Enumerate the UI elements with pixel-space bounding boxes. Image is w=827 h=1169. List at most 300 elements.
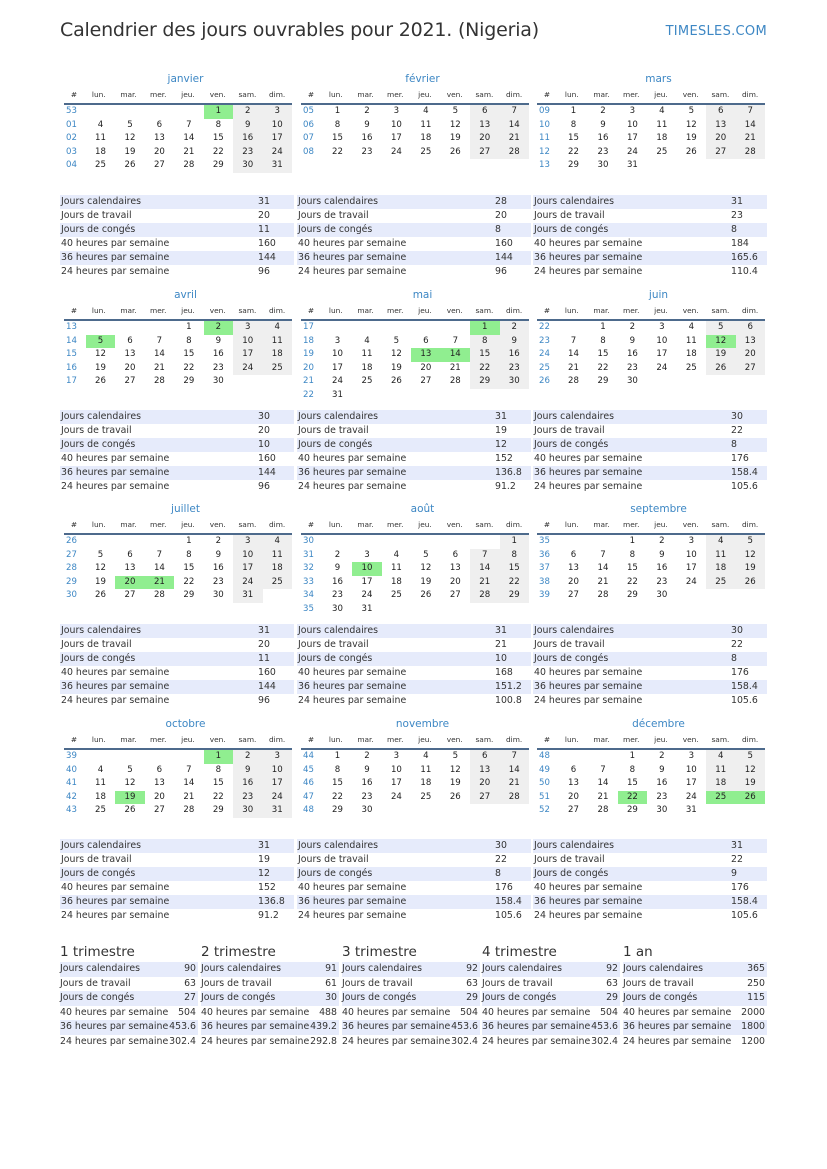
day-cell[interactable]: 15 bbox=[626, 778, 638, 788]
day-cell[interactable]: 30 bbox=[626, 376, 638, 386]
day-cell[interactable]: 30 bbox=[233, 804, 262, 818]
day-cell[interactable]: 23 bbox=[656, 791, 668, 802]
day-cell[interactable]: 13 bbox=[153, 133, 165, 143]
day-cell[interactable]: 1 bbox=[600, 322, 606, 332]
day-cell[interactable]: 3 bbox=[263, 750, 292, 764]
holiday-day-cell[interactable]: 13 bbox=[411, 348, 440, 362]
day-cell[interactable]: 27 bbox=[124, 376, 136, 386]
day-cell[interactable]: 29 bbox=[626, 590, 638, 600]
day-cell[interactable]: 25 bbox=[656, 146, 668, 157]
day-cell[interactable]: 2 bbox=[334, 549, 341, 560]
day-cell[interactable]: 9 bbox=[500, 335, 529, 349]
day-cell[interactable]: 10 bbox=[233, 335, 262, 349]
day-cell[interactable]: 26 bbox=[449, 146, 461, 157]
day-cell[interactable]: 7 bbox=[570, 335, 577, 346]
day-cell[interactable]: 16 bbox=[212, 349, 224, 359]
day-cell[interactable]: 18 bbox=[263, 348, 292, 362]
day-cell[interactable]: 5 bbox=[452, 106, 459, 116]
day-cell[interactable]: 2 bbox=[500, 321, 529, 335]
day-cell[interactable]: 10 bbox=[263, 764, 292, 778]
day-cell[interactable]: 26 bbox=[420, 590, 432, 600]
day-cell[interactable]: 4 bbox=[423, 751, 429, 761]
day-cell[interactable]: 14 bbox=[568, 349, 579, 359]
day-cell[interactable]: 6 bbox=[156, 764, 163, 775]
day-cell[interactable]: 9 bbox=[215, 549, 222, 560]
day-cell[interactable]: 4 bbox=[706, 750, 735, 764]
day-cell[interactable]: 4 bbox=[706, 535, 735, 549]
day-cell[interactable]: 30 bbox=[656, 590, 668, 600]
day-cell[interactable]: 23 bbox=[212, 576, 224, 587]
day-cell[interactable]: 31 bbox=[685, 805, 697, 815]
day-cell[interactable]: 16 bbox=[361, 778, 373, 788]
day-cell[interactable]: 2 bbox=[659, 536, 665, 546]
day-cell[interactable]: 8 bbox=[215, 119, 222, 130]
day-cell[interactable]: 28 bbox=[736, 146, 765, 160]
day-cell[interactable]: 27 bbox=[470, 791, 499, 805]
day-cell[interactable]: 19 bbox=[685, 133, 697, 143]
day-cell[interactable]: 4 bbox=[659, 106, 665, 116]
holiday-day-cell[interactable]: 26 bbox=[736, 791, 765, 805]
day-cell[interactable]: 13 bbox=[449, 563, 461, 573]
day-cell[interactable]: 11 bbox=[685, 335, 697, 346]
day-cell[interactable]: 7 bbox=[186, 764, 192, 775]
day-cell[interactable]: 21 bbox=[470, 576, 499, 590]
day-cell[interactable]: 27 bbox=[124, 590, 136, 600]
day-cell[interactable]: 10 bbox=[332, 349, 343, 359]
day-cell[interactable]: 5 bbox=[736, 750, 765, 764]
day-cell[interactable]: 18 bbox=[95, 146, 106, 157]
day-cell[interactable]: 4 bbox=[263, 321, 292, 335]
day-cell[interactable]: 23 bbox=[500, 362, 529, 376]
day-cell[interactable]: 10 bbox=[390, 764, 402, 775]
day-cell[interactable]: 5 bbox=[423, 549, 429, 560]
day-cell[interactable]: 18 bbox=[685, 349, 697, 359]
holiday-day-cell[interactable]: 19 bbox=[115, 791, 144, 805]
day-cell[interactable]: 22 bbox=[183, 362, 195, 373]
day-cell[interactable]: 14 bbox=[597, 778, 609, 788]
day-cell[interactable]: 9 bbox=[659, 549, 665, 560]
day-cell[interactable]: 11 bbox=[706, 764, 735, 778]
day-cell[interactable]: 27 bbox=[153, 160, 165, 170]
day-cell[interactable]: 29 bbox=[568, 160, 579, 170]
day-cell[interactable]: 19 bbox=[95, 576, 106, 587]
day-cell[interactable]: 17 bbox=[626, 133, 638, 143]
day-cell[interactable]: 15 bbox=[500, 562, 529, 576]
day-cell[interactable]: 26 bbox=[706, 362, 735, 376]
day-cell[interactable]: 29 bbox=[626, 805, 638, 815]
day-cell[interactable]: 8 bbox=[629, 549, 636, 560]
day-cell[interactable]: 20 bbox=[568, 791, 579, 802]
day-cell[interactable]: 28 bbox=[568, 376, 579, 386]
day-cell[interactable]: 3 bbox=[233, 535, 262, 549]
day-cell[interactable]: 30 bbox=[332, 603, 343, 614]
day-cell[interactable]: 6 bbox=[736, 321, 765, 335]
day-cell[interactable]: 21 bbox=[568, 362, 579, 373]
day-cell[interactable]: 15 bbox=[597, 349, 609, 359]
day-cell[interactable]: 19 bbox=[124, 146, 136, 157]
day-cell[interactable]: 11 bbox=[420, 119, 432, 130]
day-cell[interactable]: 31 bbox=[263, 159, 292, 173]
day-cell[interactable]: 12 bbox=[449, 119, 461, 130]
day-cell[interactable]: 27 bbox=[420, 376, 432, 386]
day-cell[interactable]: 7 bbox=[452, 335, 459, 346]
day-cell[interactable]: 28 bbox=[470, 589, 499, 603]
holiday-day-cell[interactable]: 12 bbox=[706, 335, 735, 349]
day-cell[interactable]: 13 bbox=[153, 778, 165, 788]
day-cell[interactable]: 25 bbox=[706, 576, 735, 590]
day-cell[interactable]: 27 bbox=[568, 805, 579, 815]
day-cell[interactable]: 28 bbox=[153, 376, 165, 386]
day-cell[interactable]: 10 bbox=[233, 549, 262, 563]
day-cell[interactable]: 24 bbox=[263, 146, 292, 160]
day-cell[interactable]: 3 bbox=[659, 322, 665, 332]
day-cell[interactable]: 24 bbox=[390, 791, 402, 802]
day-cell[interactable]: 17 bbox=[685, 778, 697, 788]
day-cell[interactable]: 18 bbox=[706, 777, 735, 791]
day-cell[interactable]: 5 bbox=[393, 335, 400, 346]
day-cell[interactable]: 7 bbox=[470, 549, 499, 563]
day-cell[interactable]: 20 bbox=[420, 362, 432, 373]
day-cell[interactable]: 24 bbox=[233, 362, 262, 376]
day-cell[interactable]: 30 bbox=[500, 375, 529, 389]
brand-link[interactable]: TIMESLES.COM bbox=[665, 24, 767, 39]
day-cell[interactable]: 12 bbox=[685, 119, 697, 130]
day-cell[interactable]: 4 bbox=[688, 322, 695, 332]
day-cell[interactable]: 15 bbox=[183, 349, 195, 359]
day-cell[interactable]: 29 bbox=[212, 160, 224, 170]
day-cell[interactable]: 1 bbox=[629, 536, 636, 546]
day-cell[interactable]: 24 bbox=[656, 362, 668, 373]
day-cell[interactable]: 2 bbox=[659, 751, 665, 761]
day-cell[interactable]: 17 bbox=[263, 132, 292, 146]
day-cell[interactable]: 3 bbox=[334, 335, 341, 346]
day-cell[interactable]: 19 bbox=[706, 348, 735, 362]
day-cell[interactable]: 22 bbox=[183, 576, 195, 587]
day-cell[interactable]: 7 bbox=[156, 549, 163, 560]
day-cell[interactable]: 1 bbox=[186, 536, 192, 546]
day-cell[interactable]: 23 bbox=[332, 590, 343, 600]
day-cell[interactable]: 11 bbox=[656, 119, 668, 130]
day-cell[interactable]: 7 bbox=[600, 764, 606, 775]
day-cell[interactable]: 16 bbox=[656, 563, 668, 573]
day-cell[interactable]: 22 bbox=[626, 576, 638, 587]
day-cell[interactable]: 25 bbox=[95, 160, 106, 170]
day-cell[interactable]: 14 bbox=[183, 133, 195, 143]
day-cell[interactable]: 28 bbox=[500, 146, 529, 160]
day-cell[interactable]: 2 bbox=[233, 105, 262, 119]
day-cell[interactable]: 15 bbox=[332, 778, 343, 788]
day-cell[interactable]: 9 bbox=[659, 764, 665, 775]
day-cell[interactable]: 21 bbox=[183, 791, 195, 802]
day-cell[interactable]: 10 bbox=[626, 119, 638, 130]
day-cell[interactable]: 17 bbox=[685, 563, 697, 573]
day-cell[interactable]: 12 bbox=[736, 549, 765, 563]
day-cell[interactable]: 27 bbox=[449, 590, 461, 600]
day-cell[interactable]: 8 bbox=[570, 119, 577, 130]
day-cell[interactable]: 29 bbox=[183, 590, 195, 600]
day-cell[interactable]: 23 bbox=[212, 362, 224, 373]
day-cell[interactable]: 18 bbox=[361, 362, 373, 373]
day-cell[interactable]: 4 bbox=[97, 119, 104, 130]
day-cell[interactable]: 9 bbox=[364, 764, 370, 775]
day-cell[interactable]: 11 bbox=[706, 549, 735, 563]
day-cell[interactable]: 27 bbox=[736, 362, 765, 376]
holiday-day-cell[interactable]: 22 bbox=[618, 791, 647, 805]
day-cell[interactable]: 3 bbox=[393, 751, 400, 761]
day-cell[interactable]: 28 bbox=[449, 376, 461, 386]
day-cell[interactable]: 12 bbox=[449, 764, 461, 775]
day-cell[interactable]: 19 bbox=[449, 778, 461, 788]
day-cell[interactable]: 10 bbox=[685, 549, 697, 560]
holiday-day-cell[interactable]: 20 bbox=[115, 576, 144, 590]
day-cell[interactable]: 19 bbox=[736, 777, 765, 791]
day-cell[interactable]: 1 bbox=[570, 106, 577, 116]
day-cell[interactable]: 11 bbox=[95, 133, 106, 143]
day-cell[interactable]: 2 bbox=[233, 750, 262, 764]
day-cell[interactable]: 15 bbox=[183, 563, 195, 573]
day-cell[interactable]: 12 bbox=[124, 133, 136, 143]
day-cell[interactable]: 13 bbox=[568, 563, 579, 573]
day-cell[interactable]: 3 bbox=[263, 105, 292, 119]
day-cell[interactable]: 3 bbox=[393, 106, 400, 116]
day-cell[interactable]: 30 bbox=[656, 805, 668, 815]
day-cell[interactable]: 12 bbox=[736, 764, 765, 778]
day-cell[interactable]: 22 bbox=[212, 791, 224, 802]
day-cell[interactable]: 22 bbox=[470, 362, 499, 376]
day-cell[interactable]: 20 bbox=[449, 576, 461, 587]
day-cell[interactable]: 30 bbox=[212, 590, 224, 600]
day-cell[interactable]: 22 bbox=[212, 146, 224, 157]
day-cell[interactable]: 24 bbox=[626, 146, 638, 157]
day-cell[interactable]: 31 bbox=[233, 589, 262, 603]
holiday-day-cell[interactable]: 2 bbox=[204, 321, 233, 335]
day-cell[interactable]: 8 bbox=[629, 764, 636, 775]
day-cell[interactable]: 1 bbox=[334, 751, 341, 761]
day-cell[interactable]: 26 bbox=[124, 160, 136, 170]
day-cell[interactable]: 17 bbox=[332, 362, 343, 373]
day-cell[interactable]: 3 bbox=[688, 536, 695, 546]
day-cell[interactable]: 9 bbox=[215, 335, 222, 346]
day-cell[interactable]: 13 bbox=[736, 335, 765, 349]
day-cell[interactable]: 5 bbox=[736, 535, 765, 549]
day-cell[interactable]: 11 bbox=[263, 549, 292, 563]
day-cell[interactable]: 14 bbox=[736, 119, 765, 133]
day-cell[interactable]: 5 bbox=[706, 321, 735, 335]
day-cell[interactable]: 6 bbox=[156, 119, 163, 130]
day-cell[interactable]: 23 bbox=[597, 146, 609, 157]
day-cell[interactable]: 7 bbox=[156, 335, 163, 346]
day-cell[interactable]: 25 bbox=[420, 146, 432, 157]
day-cell[interactable]: 11 bbox=[390, 563, 402, 573]
day-cell[interactable]: 17 bbox=[233, 348, 262, 362]
day-cell[interactable]: 21 bbox=[449, 362, 461, 373]
day-cell[interactable]: 12 bbox=[390, 349, 402, 359]
day-cell[interactable]: 29 bbox=[332, 805, 343, 815]
day-cell[interactable]: 18 bbox=[263, 562, 292, 576]
day-cell[interactable]: 21 bbox=[597, 576, 609, 587]
day-cell[interactable]: 13 bbox=[124, 563, 136, 573]
day-cell[interactable]: 15 bbox=[626, 563, 638, 573]
day-cell[interactable]: 25 bbox=[263, 362, 292, 376]
day-cell[interactable]: 25 bbox=[420, 791, 432, 802]
day-cell[interactable]: 6 bbox=[570, 549, 577, 560]
day-cell[interactable]: 25 bbox=[685, 362, 697, 373]
day-cell[interactable]: 11 bbox=[95, 778, 106, 788]
holiday-day-cell[interactable]: 21 bbox=[145, 576, 174, 590]
day-cell[interactable]: 16 bbox=[212, 563, 224, 573]
day-cell[interactable]: 20 bbox=[736, 348, 765, 362]
day-cell[interactable]: 13 bbox=[124, 349, 136, 359]
day-cell[interactable]: 30 bbox=[233, 159, 262, 173]
day-cell[interactable]: 16 bbox=[597, 133, 609, 143]
day-cell[interactable]: 23 bbox=[233, 791, 262, 805]
day-cell[interactable]: 19 bbox=[420, 576, 432, 587]
day-cell[interactable]: 5 bbox=[452, 751, 459, 761]
day-cell[interactable]: 13 bbox=[568, 778, 579, 788]
day-cell[interactable]: 16 bbox=[500, 348, 529, 362]
day-cell[interactable]: 20 bbox=[153, 791, 165, 802]
day-cell[interactable]: 16 bbox=[233, 777, 262, 791]
day-cell[interactable]: 19 bbox=[449, 133, 461, 143]
day-cell[interactable]: 30 bbox=[597, 160, 609, 170]
day-cell[interactable]: 22 bbox=[332, 146, 343, 157]
day-cell[interactable]: 7 bbox=[186, 119, 192, 130]
day-cell[interactable]: 28 bbox=[183, 805, 195, 815]
day-cell[interactable]: 9 bbox=[334, 563, 341, 573]
day-cell[interactable]: 27 bbox=[568, 590, 579, 600]
day-cell[interactable]: 26 bbox=[95, 376, 106, 386]
day-cell[interactable]: 22 bbox=[597, 362, 609, 373]
day-cell[interactable]: 27 bbox=[153, 805, 165, 815]
day-cell[interactable]: 16 bbox=[233, 132, 262, 146]
day-cell[interactable]: 15 bbox=[212, 778, 224, 788]
day-cell[interactable]: 2 bbox=[364, 751, 370, 761]
day-cell[interactable]: 7 bbox=[736, 105, 765, 119]
day-cell[interactable]: 20 bbox=[153, 146, 165, 157]
day-cell[interactable]: 18 bbox=[95, 791, 106, 802]
day-cell[interactable]: 6 bbox=[127, 549, 133, 560]
day-cell[interactable]: 22 bbox=[332, 791, 343, 802]
day-cell[interactable]: 1 bbox=[334, 106, 341, 116]
day-cell[interactable]: 9 bbox=[364, 119, 370, 130]
day-cell[interactable]: 17 bbox=[656, 349, 668, 359]
day-cell[interactable]: 6 bbox=[423, 335, 429, 346]
holiday-day-cell[interactable]: 25 bbox=[706, 791, 735, 805]
day-cell[interactable]: 26 bbox=[449, 791, 461, 802]
day-cell[interactable]: 5 bbox=[688, 106, 695, 116]
day-cell[interactable]: 20 bbox=[470, 132, 499, 146]
day-cell[interactable]: 25 bbox=[390, 590, 402, 600]
day-cell[interactable]: 18 bbox=[390, 576, 402, 587]
day-cell[interactable]: 28 bbox=[597, 805, 609, 815]
day-cell[interactable]: 2 bbox=[629, 322, 636, 332]
day-cell[interactable]: 14 bbox=[597, 563, 609, 573]
day-cell[interactable]: 7 bbox=[500, 750, 529, 764]
day-cell[interactable]: 31 bbox=[332, 389, 343, 400]
day-cell[interactable]: 8 bbox=[470, 335, 499, 349]
day-cell[interactable]: 14 bbox=[470, 562, 499, 576]
day-cell[interactable]: 5 bbox=[127, 119, 133, 130]
day-cell[interactable]: 24 bbox=[233, 576, 262, 590]
day-cell[interactable]: 29 bbox=[470, 375, 499, 389]
day-cell[interactable]: 4 bbox=[364, 335, 370, 346]
day-cell[interactable]: 6 bbox=[452, 549, 459, 560]
day-cell[interactable]: 11 bbox=[361, 349, 373, 359]
day-cell[interactable]: 8 bbox=[215, 764, 222, 775]
day-cell[interactable]: 8 bbox=[186, 335, 192, 346]
day-cell[interactable]: 6 bbox=[470, 105, 499, 119]
day-cell[interactable]: 17 bbox=[390, 778, 402, 788]
day-cell[interactable]: 16 bbox=[361, 133, 373, 143]
day-cell[interactable]: 6 bbox=[570, 764, 577, 775]
day-cell[interactable]: 14 bbox=[500, 119, 529, 133]
day-cell[interactable]: 14 bbox=[500, 764, 529, 778]
day-cell[interactable]: 5 bbox=[97, 549, 104, 560]
day-cell[interactable]: 12 bbox=[95, 349, 106, 359]
day-cell[interactable]: 4 bbox=[263, 535, 292, 549]
day-cell[interactable]: 25 bbox=[263, 576, 292, 590]
day-cell[interactable]: 25 bbox=[95, 805, 106, 815]
day-cell[interactable]: 19 bbox=[736, 562, 765, 576]
day-cell[interactable]: 29 bbox=[597, 376, 609, 386]
day-cell[interactable]: 25 bbox=[361, 376, 373, 386]
holiday-day-cell[interactable]: 10 bbox=[352, 562, 381, 576]
day-cell[interactable]: 18 bbox=[656, 133, 668, 143]
day-cell[interactable]: 8 bbox=[600, 335, 606, 346]
day-cell[interactable]: 3 bbox=[629, 106, 636, 116]
day-cell[interactable]: 16 bbox=[656, 778, 668, 788]
day-cell[interactable]: 23 bbox=[361, 146, 373, 157]
day-cell[interactable]: 20 bbox=[470, 777, 499, 791]
day-cell[interactable]: 18 bbox=[420, 778, 432, 788]
day-cell[interactable]: 3 bbox=[233, 321, 262, 335]
day-cell[interactable]: 16 bbox=[626, 349, 638, 359]
day-cell[interactable]: 23 bbox=[656, 576, 668, 587]
day-cell[interactable]: 15 bbox=[568, 133, 579, 143]
day-cell[interactable]: 6 bbox=[127, 335, 133, 346]
day-cell[interactable]: 24 bbox=[332, 376, 343, 386]
day-cell[interactable]: 18 bbox=[706, 562, 735, 576]
day-cell[interactable]: 12 bbox=[420, 563, 432, 573]
day-cell[interactable]: 1 bbox=[186, 322, 192, 332]
day-cell[interactable]: 8 bbox=[186, 549, 192, 560]
day-cell[interactable]: 4 bbox=[97, 764, 104, 775]
day-cell[interactable]: 14 bbox=[153, 563, 165, 573]
day-cell[interactable]: 24 bbox=[263, 791, 292, 805]
day-cell[interactable]: 10 bbox=[390, 119, 402, 130]
day-cell[interactable]: 21 bbox=[736, 132, 765, 146]
day-cell[interactable]: 31 bbox=[626, 160, 638, 170]
day-cell[interactable]: 2 bbox=[364, 106, 370, 116]
day-cell[interactable]: 1 bbox=[500, 535, 529, 549]
day-cell[interactable]: 8 bbox=[334, 119, 341, 130]
day-cell[interactable]: 11 bbox=[263, 335, 292, 349]
day-cell[interactable]: 6 bbox=[470, 750, 499, 764]
day-cell[interactable]: 29 bbox=[500, 589, 529, 603]
day-cell[interactable]: 16 bbox=[332, 576, 343, 587]
day-cell[interactable]: 23 bbox=[233, 146, 262, 160]
day-cell[interactable]: 24 bbox=[685, 791, 697, 802]
day-cell[interactable]: 1 bbox=[629, 751, 636, 761]
day-cell[interactable]: 9 bbox=[629, 335, 636, 346]
day-cell[interactable]: 5 bbox=[127, 764, 133, 775]
holiday-day-cell[interactable]: 1 bbox=[470, 321, 499, 335]
day-cell[interactable]: 26 bbox=[124, 805, 136, 815]
day-cell[interactable]: 30 bbox=[212, 376, 224, 386]
day-cell[interactable]: 9 bbox=[600, 119, 606, 130]
day-cell[interactable]: 4 bbox=[393, 549, 400, 560]
day-cell[interactable]: 8 bbox=[334, 764, 341, 775]
